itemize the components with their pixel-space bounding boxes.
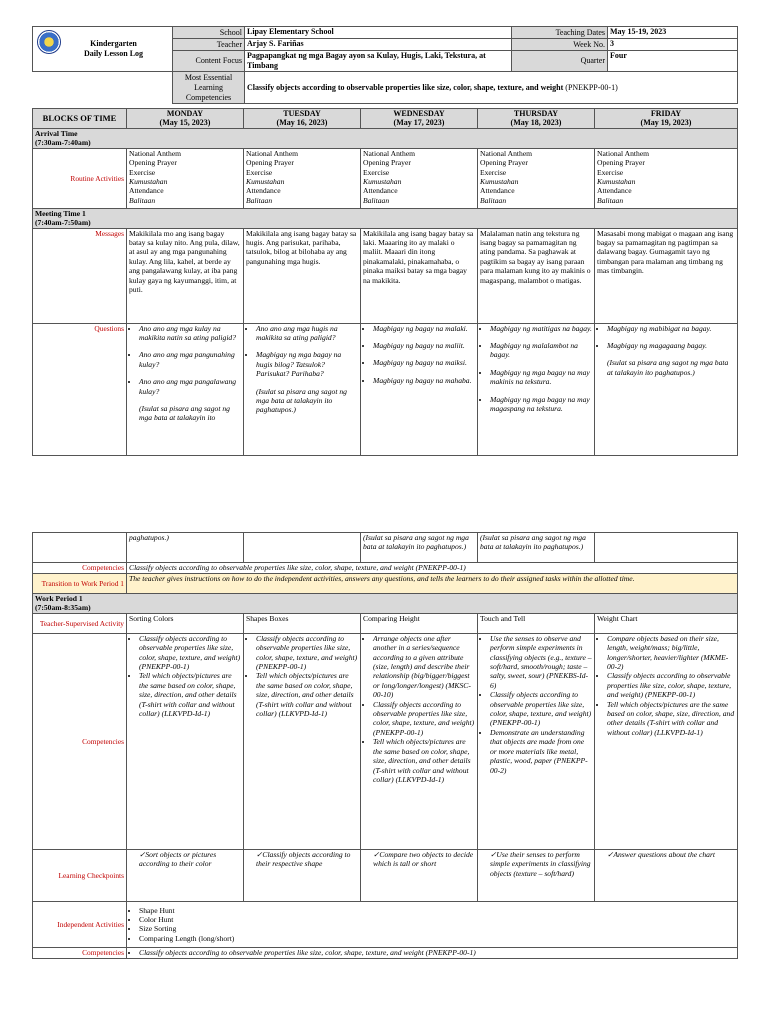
routine-label: Routine Activities [33, 148, 127, 208]
message-fri: Masasabi mong mabigat o magaan ang isang bagay sa pamamagitan ng pagtimpan sa dalawang bagay. Gumagamit tayo ng timbangan para malaman ang timbang ng mas timbangin. [595, 228, 738, 323]
cont-thu: (Isulat sa pisara ang sagot ng mga bata at talakayin ito paghatupos.) [478, 533, 595, 563]
work-period-1-row: Work Period 1 (7:50am-8:35am) [33, 594, 738, 614]
cont-wed: (Isulat sa pisara ang sagot ng mga bata at talakayin ito paghatupos.) [361, 533, 478, 563]
tsa-mon: Sorting Colors [127, 613, 244, 633]
day-tuesday: TUESDAY (May 16, 2023) [244, 109, 361, 129]
tsa-wed: Comparing Height [361, 613, 478, 633]
transition-label: Transition to Work Period 1 [33, 574, 127, 594]
message-thu: Malalaman natin ang tekstura ng isang bagay sa pamamagitan ng ating pandama. Sa paghawak at pagtikim sa bagay ay isang paraan para malaman kung ito ay makinis o magaspang, malambot o matigas. [478, 228, 595, 323]
routine-wed: National Anthem Opening Prayer Exercise Kumustahan Attendance Balitaan [361, 148, 478, 208]
cont-mon: paghatupos.) [127, 533, 244, 563]
questions-label: Questions [33, 323, 127, 455]
competency-main: Classify objects according to observable properties like size, color, shape, texture, and weight (PNEKPP-00-1) [127, 563, 738, 574]
tsa-thu: Touch and Tell [478, 613, 595, 633]
checkpoint-fri: ✓ Answer questions about the chart [595, 849, 738, 901]
comp-fri: • Compare objects based on their size, length, weight/mass; big/little, longer/shorter, heavier/lighter (MKME-00-2) • Classify objects according to observable properties like size, color, shape, texture, and weight) (PNEKPP-00-1) • Tell which objects/pictures are the same based on color, shape, size, direction, and other details (T-shirt with collar and without collar) (LLKVPD-Id-1) [595, 633, 738, 849]
focus-label: Content Focus [173, 51, 245, 72]
quarter-value: Four [608, 51, 738, 72]
message-tue: Makikilala ang isang bagay batay sa hugis. Ang parisukat, parihaba, tatsulok, bilog at bilohaba ay ang pangunahing mga hugis. [244, 228, 361, 323]
dates-value: May 15-19, 2023 [608, 27, 738, 39]
message-wed: Makikilala ang isang bagay batay sa laki. Maaaring ito ay malaki o maliit. Maaari din itong pinakamalaki, pinakamahaba, o pinaka maiksi batay sa mga bagay na makikita. [361, 228, 478, 323]
checkpoint-thu: ✓ Use their senses to perform simple experiments in classifying objects (texture – soft/hard) [478, 849, 595, 901]
competencies-label-1: Competencies [33, 563, 127, 574]
questions-tue: • Ano ano ang mga hugis na makikita sa ating paligid? • Magbigay ng mga bagay na hugis bilog? Tatsulok? Parisukat? Parihaba? (Isulat sa pisara ang sagot ng mga bata at talakayin ito paghatupos.) [244, 323, 361, 455]
tsa-label: Teacher-Supervised Activity [33, 613, 127, 633]
meeting-time-1-row: Meeting Time 1 (7:40am-7:50am) [33, 208, 738, 228]
page-1 [32, 26, 737, 456]
day-wednesday: WEDNESDAY (May 17, 2023) [361, 109, 478, 129]
comp-tue: • Classify objects according to observable properties like size, color, shape, texture, and weight) (PNEKPP-00-1) • Tell which objects/pictures are the same based on color, shape, size, direction, and other details (T-shirt with collar and without collar) (LLKVPD-Id-1) [244, 633, 361, 849]
tsa-fri: Weight Chart [595, 613, 738, 633]
transition-text: The teacher gives instructions on how to do the independent activities, answers any questions, and tells the learners to do their assigned tasks within the allotted time. [127, 574, 738, 594]
routine-thu: National Anthem Opening Prayer Exercise Kumustahan Attendance Balitaan [478, 148, 595, 208]
week-label: Week No. [512, 39, 608, 51]
comp-thu: • Use the senses to observe and perform simple experiments in classifying objects (e.g., texture – soft/hard, smooth/rough; taste – salty, sweet, sour) (PNEKBS-Id-6) • Classify objects according to observable properties like size, color, shape, texture, and weight) (PNEKPP-00-1) • Demonstrate an understanding that objects are made from one or more materials like metal, plastic, wood, paper (PNEKPP-00-2) [478, 633, 595, 849]
questions-wed: • Magbigay ng bagay na malaki. • Magbigay ng bagay na maliit. • Magbigay ng bagay na maiksi. • Magbigay ng bagay na mahaba. [361, 323, 478, 455]
quarter-label: Quarter [512, 51, 608, 72]
dates-label: Teaching Dates [512, 27, 608, 39]
arrival-time-row: Arrival Time (7:30am-7:40am) [33, 129, 738, 149]
teacher-label: Teacher [173, 39, 245, 51]
day-friday: FRIDAY (May 19, 2023) [595, 109, 738, 129]
school-label: School [173, 27, 245, 39]
lesson-table-1 [32, 108, 738, 456]
questions-mon: • Ano ano ang mga kulay na makikita natin sa ating paligid? • Ano ano ang mga pangunahing kulay? • Ano ano ang mga pangalawang kulay? (Isulat sa pisara ang sagot ng mga bata at talakayin ito [127, 323, 244, 455]
header-table [32, 26, 738, 104]
mel-value: Classify objects according to observable properties like size, color, shape, texture, and weight (PNEKPP-00-1) [245, 72, 738, 104]
competencies-label-3: Competencies [33, 947, 127, 958]
day-thursday: THURSDAY (May 18, 2023) [478, 109, 595, 129]
focus-value: Pagpapangkat ng mga Bagay ayon sa Kulay, Hugis, Laki, Tekstura, at Timbang [245, 51, 512, 72]
checkpoint-wed: ✓ Compare two objects to decide which is tall or short [361, 849, 478, 901]
routine-mon: National Anthem Opening Prayer Exercise Kumustahan Attendance Balitaan [127, 148, 244, 208]
competencies-label-2: Competencies [33, 633, 127, 849]
page-2 [32, 532, 737, 959]
lesson-table-2 [32, 532, 738, 959]
routine-fri: National Anthem Opening Prayer Exercise Kumustahan Attendance Balitaan [595, 148, 738, 208]
deped-seal-icon [37, 30, 61, 54]
comp-wed: • Arrange objects one after another in a series/sequence according to a given attribute (size, length) and describe their relationship (big/bigger/biggest or long/longer/longest) (MKSC-00-10) • Classify objects according to observable properties like size, color, shape, texture, and weight) (PNEKPP-00-1) • Tell which objects/pictures are the same based on color, shape, size, direction, and other details (T-shirt with collar and without collar) (LLKVPD-Id-1) [361, 633, 478, 849]
checkpoint-tue: ✓ Classify objects according to their respective shape [244, 849, 361, 901]
checkpoints-label: Learning Checkpoints [33, 849, 127, 901]
week-value: 3 [608, 39, 738, 51]
teacher-value: Arjay S. Fariñas [245, 39, 512, 51]
school-value: Lipay Elementary School [245, 27, 512, 39]
comp-mon: • Classify objects according to observable properties like size, color, shape, texture, and weight) (PNEKPP-00-1) • Tell which objects/pictures are the same based on color, shape, size, direction, and other details (T-shirt with collar and without collar) (LLKVPD-Id-1) [127, 633, 244, 849]
questions-fri: • Magbigay ng mabibigat na bagay. • Magbigay ng magagaang bagay. (Isulat sa pisara ang sagot ng mga bata at talakayin ito paghatupos.) [595, 323, 738, 455]
mel-label: Most Essential Learning Competencies [173, 72, 245, 104]
checkpoint-mon: ✓ Sort objects or pictures according to their color [127, 849, 244, 901]
independent-label: Independent Activities [33, 901, 127, 947]
independent-list: • Shape Hunt • Color Hunt • Size Sorting • Comparing Length (long/short) [127, 901, 738, 947]
messages-label: Messages [33, 228, 127, 323]
questions-thu: • Magbigay ng matitigas na bagay. • Magbigay ng malalambot na bagay. • Magbigay ng mga bagay na may makinis na tekstura. • Magbigay ng mga bagay na may magaspang na tekstura. [478, 323, 595, 455]
title-kindergarten: Kindergarten [90, 39, 137, 48]
routine-tue: National Anthem Opening Prayer Exercise Kumustahan Attendance Balitaan [244, 148, 361, 208]
title-dll: Daily Lesson Log [83, 49, 144, 58]
tsa-tue: Shapes Boxes [244, 613, 361, 633]
blocks-of-time: BLOCKS OF TIME [33, 109, 127, 129]
day-monday: MONDAY (May 15, 2023) [127, 109, 244, 129]
header-title-cell [33, 27, 173, 72]
message-mon: Makikilala mo ang isang bagay batay sa kulay nito. Ang pula, dilaw, at asul ay ang mga pangunahing kulay. Ang lila, kahel, at berde ay ang pangalawang kulay, at iba pang kulay gaya ng kayumanggi, itim, at puti. [127, 228, 244, 323]
competency-last: • Classify objects according to observable properties like size, color, shape, texture, and weight (PNEKPP-00-1) [127, 947, 738, 958]
